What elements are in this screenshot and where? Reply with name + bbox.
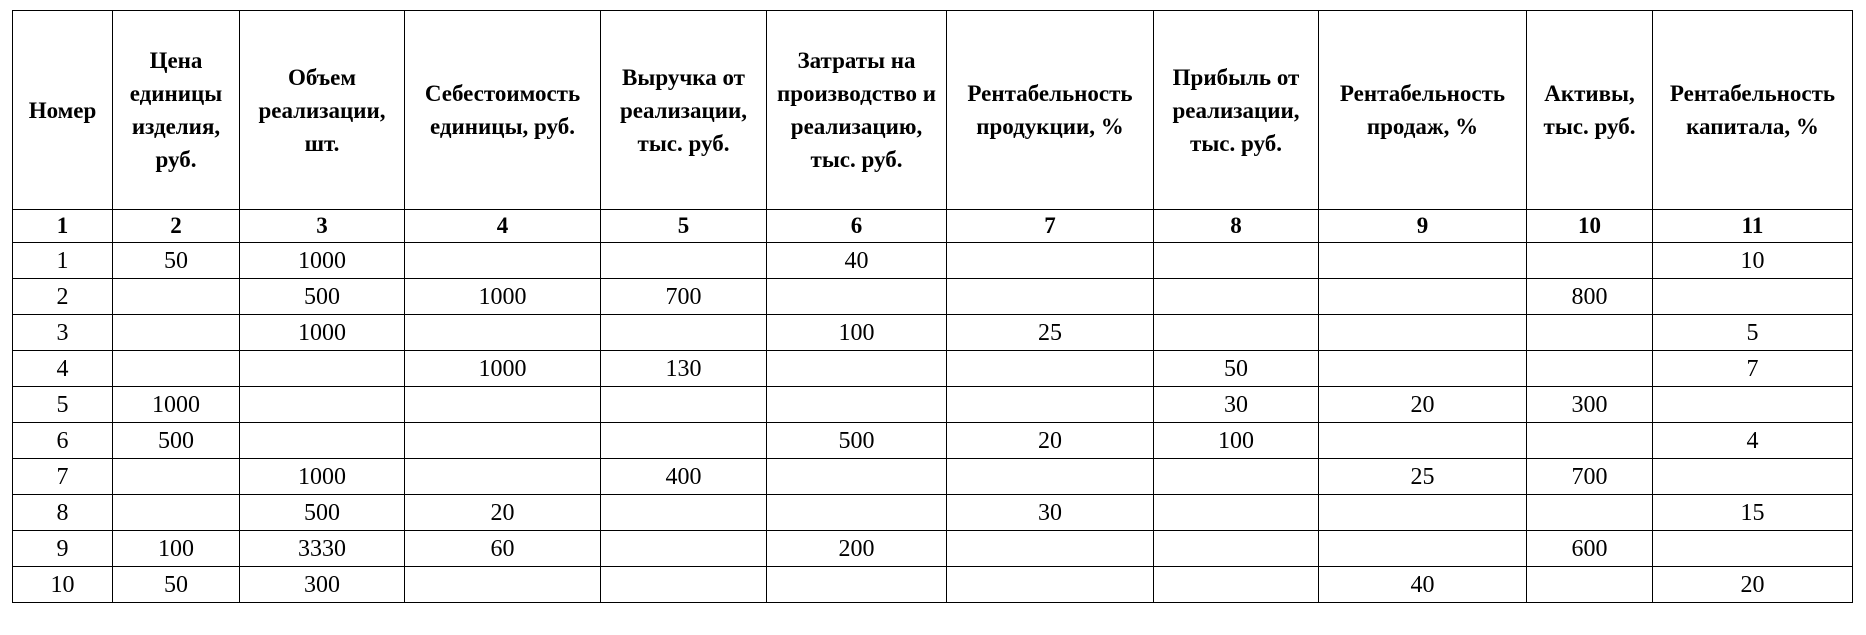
table-cell <box>947 567 1154 603</box>
table-cell: 6 <box>13 423 113 459</box>
table-cell <box>405 459 601 495</box>
table-cell: 500 <box>113 423 240 459</box>
table-cell: 50 <box>113 567 240 603</box>
table-cell <box>1319 423 1527 459</box>
table-cell: 100 <box>113 531 240 567</box>
table-cell <box>947 459 1154 495</box>
table-cell <box>113 351 240 387</box>
table-cell: 3 <box>13 315 113 351</box>
table-row <box>13 315 1853 351</box>
table-cell <box>947 279 1154 315</box>
table-cell <box>947 351 1154 387</box>
table-cell: 5 <box>1653 315 1853 351</box>
table-cell <box>1527 243 1653 279</box>
table-row <box>13 423 1853 459</box>
table-cell: 5 <box>13 387 113 423</box>
table-cell: 25 <box>1319 459 1527 495</box>
table-cell: 700 <box>1527 459 1653 495</box>
table-cell <box>1319 351 1527 387</box>
table-cell <box>113 315 240 351</box>
table-cell <box>1527 567 1653 603</box>
table-cell: 100 <box>767 315 947 351</box>
table-cell <box>405 243 601 279</box>
table-cell <box>113 495 240 531</box>
table-cell: 1000 <box>240 315 405 351</box>
header-sales-profitability: Рентабельность продаж, % <box>1319 11 1527 210</box>
header-assets: Активы, тыс. руб. <box>1527 11 1653 210</box>
table-cell <box>405 423 601 459</box>
header-number: Номер <box>13 11 113 210</box>
table-cell: 25 <box>947 315 1154 351</box>
header-sales-volume: Объем реализации, шт. <box>240 11 405 210</box>
header-unit-cost: Себестоимость единицы, руб. <box>405 11 601 210</box>
table-cell: 60 <box>405 531 601 567</box>
header-unit-price: Цена единицы изделия, руб. <box>113 11 240 210</box>
table-cell: 50 <box>1154 351 1319 387</box>
column-number: 9 <box>1319 210 1527 243</box>
table-cell <box>1154 279 1319 315</box>
table-cell <box>240 387 405 423</box>
table-cell: 10 <box>13 567 113 603</box>
table-row <box>13 567 1853 603</box>
table-cell: 4 <box>13 351 113 387</box>
column-number: 3 <box>240 210 405 243</box>
table-cell: 700 <box>601 279 767 315</box>
table-cell: 100 <box>1154 423 1319 459</box>
table-cell <box>1653 531 1853 567</box>
table-cell <box>601 495 767 531</box>
table-cell <box>601 315 767 351</box>
table-cell <box>1154 495 1319 531</box>
column-number-row <box>13 210 1853 243</box>
table-cell: 20 <box>947 423 1154 459</box>
table-cell: 400 <box>601 459 767 495</box>
table-cell <box>947 531 1154 567</box>
table-cell: 9 <box>13 531 113 567</box>
table-cell <box>1154 243 1319 279</box>
table-body <box>13 243 1853 603</box>
table-cell <box>1154 459 1319 495</box>
table-cell <box>767 567 947 603</box>
table-cell: 500 <box>240 279 405 315</box>
header-capital-profitability: Рентабельность капитала, % <box>1653 11 1853 210</box>
table-cell: 8 <box>13 495 113 531</box>
table-cell: 20 <box>405 495 601 531</box>
table-cell: 1000 <box>405 279 601 315</box>
table-cell: 40 <box>1319 567 1527 603</box>
column-number: 1 <box>13 210 113 243</box>
table-cell: 500 <box>767 423 947 459</box>
table-cell <box>947 387 1154 423</box>
table-cell: 50 <box>113 243 240 279</box>
header-product-profitability: Рентабельность продукции, % <box>947 11 1154 210</box>
table-cell: 4 <box>1653 423 1853 459</box>
table-cell <box>240 423 405 459</box>
table-cell: 1000 <box>240 459 405 495</box>
table-cell <box>767 387 947 423</box>
table-cell: 300 <box>1527 387 1653 423</box>
table-cell <box>601 531 767 567</box>
table-cell <box>1154 531 1319 567</box>
header-total-costs: Затраты на производство и реализацию, тыс. руб. <box>767 11 947 210</box>
table-cell: 3330 <box>240 531 405 567</box>
table-cell <box>601 567 767 603</box>
table-cell: 1 <box>13 243 113 279</box>
header-row <box>13 11 1853 210</box>
column-number: 5 <box>601 210 767 243</box>
table-cell: 7 <box>1653 351 1853 387</box>
column-number: 8 <box>1154 210 1319 243</box>
table-row <box>13 243 1853 279</box>
table-cell <box>1527 423 1653 459</box>
table-cell <box>1527 315 1653 351</box>
table-row <box>13 387 1853 423</box>
table-cell: 130 <box>601 351 767 387</box>
table-cell <box>113 279 240 315</box>
header-revenue: Выручка от реализации, тыс. руб. <box>601 11 767 210</box>
table-cell <box>767 279 947 315</box>
table-cell: 30 <box>947 495 1154 531</box>
table-cell <box>601 387 767 423</box>
column-number: 10 <box>1527 210 1653 243</box>
table-cell <box>1653 387 1853 423</box>
table-cell: 600 <box>1527 531 1653 567</box>
profitability-table <box>12 10 1853 603</box>
table-row <box>13 459 1853 495</box>
table-cell: 30 <box>1154 387 1319 423</box>
table-cell <box>767 495 947 531</box>
table-cell <box>767 459 947 495</box>
table-cell <box>1653 459 1853 495</box>
table-cell <box>1154 315 1319 351</box>
table-row <box>13 495 1853 531</box>
table-row <box>13 531 1853 567</box>
table-cell: 1000 <box>240 243 405 279</box>
table-cell: 15 <box>1653 495 1853 531</box>
table-cell <box>1319 315 1527 351</box>
table-cell <box>1527 351 1653 387</box>
table-cell <box>405 315 601 351</box>
table-cell <box>1319 279 1527 315</box>
table-cell <box>601 243 767 279</box>
table-cell: 300 <box>240 567 405 603</box>
table-cell <box>240 351 405 387</box>
table-cell <box>1319 531 1527 567</box>
table-cell: 1000 <box>405 351 601 387</box>
table-cell: 20 <box>1653 567 1853 603</box>
column-number: 6 <box>767 210 947 243</box>
table-cell: 1000 <box>113 387 240 423</box>
table-cell <box>113 459 240 495</box>
table-cell: 200 <box>767 531 947 567</box>
column-number: 7 <box>947 210 1154 243</box>
table-cell <box>405 567 601 603</box>
header-sales-profit: Прибыль от реализации, тыс. руб. <box>1154 11 1319 210</box>
table-cell: 800 <box>1527 279 1653 315</box>
table-cell <box>1154 567 1319 603</box>
table-cell <box>1653 279 1853 315</box>
table-cell: 500 <box>240 495 405 531</box>
table-cell <box>947 243 1154 279</box>
table-cell <box>405 387 601 423</box>
table-cell: 7 <box>13 459 113 495</box>
table-row <box>13 279 1853 315</box>
table-cell <box>1527 495 1653 531</box>
table-cell <box>767 351 947 387</box>
column-number: 11 <box>1653 210 1853 243</box>
column-number: 2 <box>113 210 240 243</box>
table-cell <box>601 423 767 459</box>
table-cell: 20 <box>1319 387 1527 423</box>
table-cell: 10 <box>1653 243 1853 279</box>
table-cell: 2 <box>13 279 113 315</box>
table-row <box>13 351 1853 387</box>
table-cell <box>1319 495 1527 531</box>
column-number: 4 <box>405 210 601 243</box>
table-cell <box>1319 243 1527 279</box>
table-cell: 40 <box>767 243 947 279</box>
